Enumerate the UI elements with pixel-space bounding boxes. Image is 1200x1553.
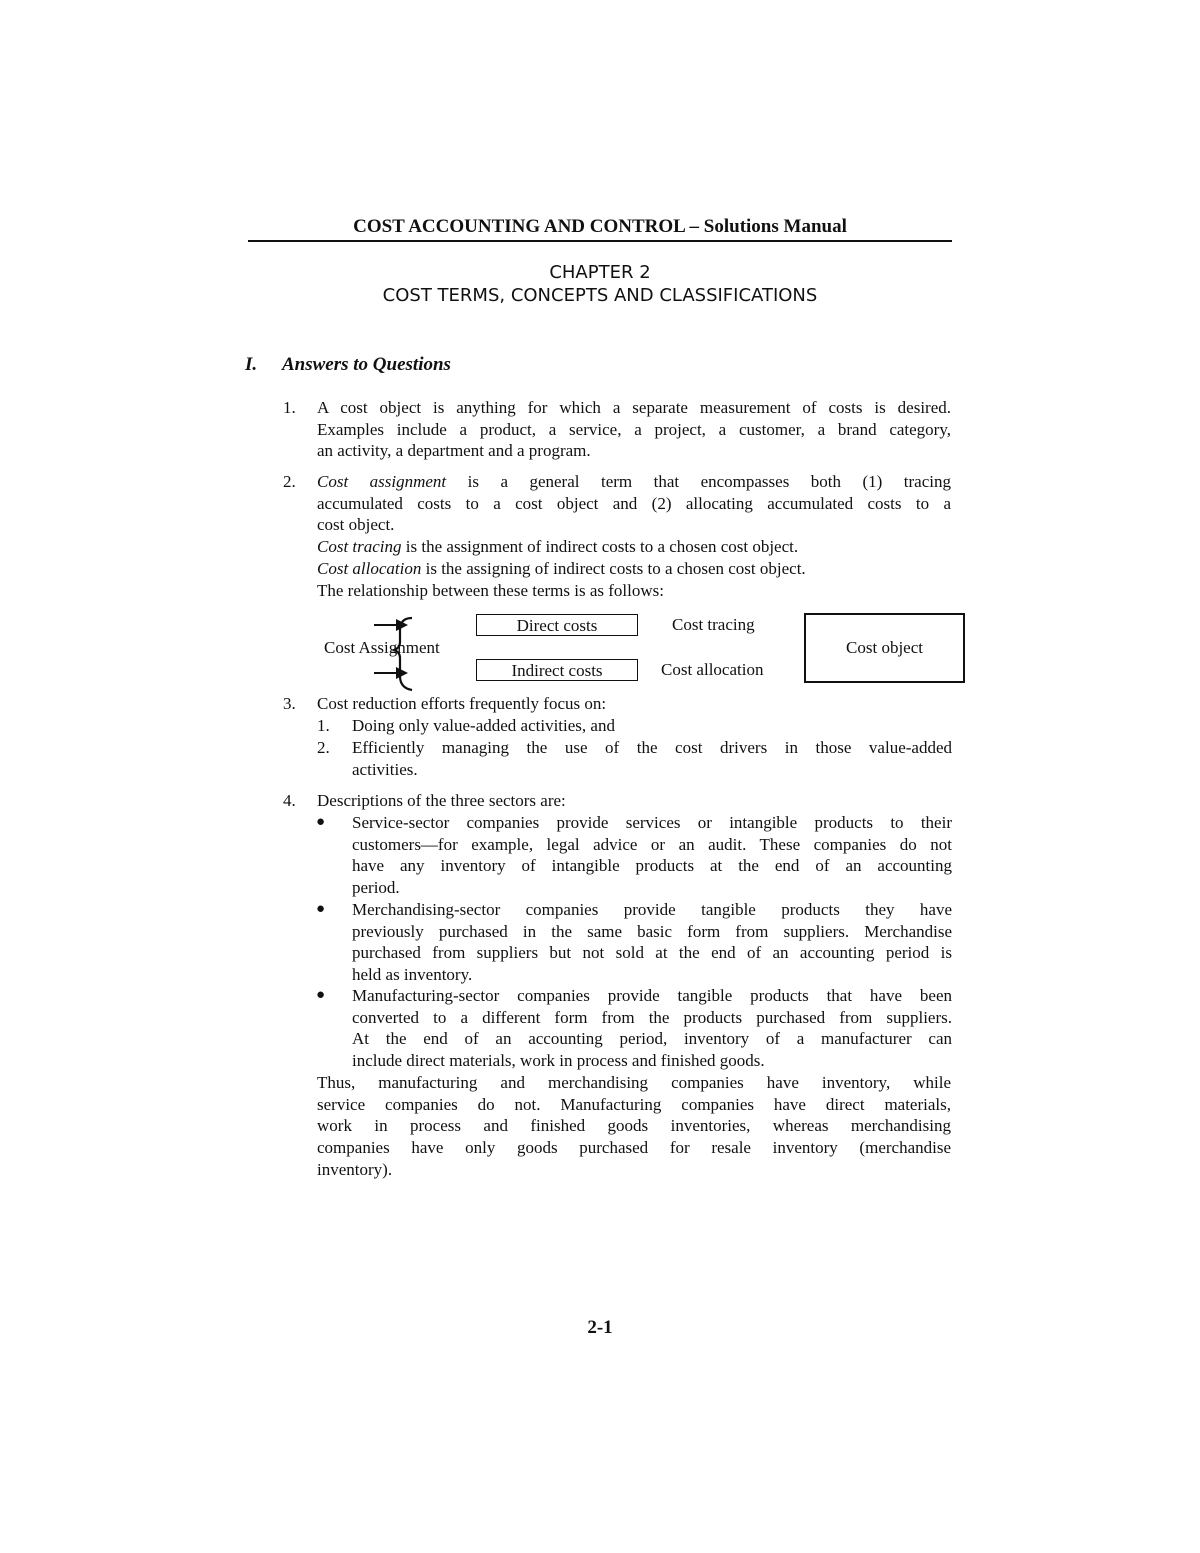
cost-assignment-diagram <box>300 606 970 698</box>
q1-line: A cost object is anything for which a separate measurement of costs is desired. <box>317 398 951 417</box>
bullet-line: have any inventory of intangible products at the end of an accounting <box>352 856 952 876</box>
section-number: I. <box>245 354 258 375</box>
sector-bullet-merchandising <box>352 899 952 986</box>
bullet-line: converted to a different form from the products purchased from suppliers. <box>352 1007 952 1027</box>
q2-line-3: cost object. <box>317 515 395 535</box>
bullet-line: purchased from suppliers but not sold at the end of an accounting period is <box>352 943 952 963</box>
q2-number: 2. <box>283 472 296 491</box>
conclusion-line: service companies do not. Manufacturing companies have direct materials, <box>317 1094 951 1114</box>
q4-number: 4. <box>283 791 296 810</box>
bullet-icon: ● <box>316 987 326 1003</box>
sector-bullet-manufacturing <box>352 985 952 1072</box>
q3-number: 3. <box>283 694 296 713</box>
q3-item-line: Efficiently managing the use of the cost drivers in those value-added <box>352 738 952 757</box>
q3-item-line: activities. <box>352 759 418 779</box>
arrow-bottom-head-icon <box>396 667 408 679</box>
cost-assignment-label: Cost Assignment <box>324 638 440 657</box>
q3-item <box>352 715 952 737</box>
bullet-line: Manufacturing-sector companies provide tangible products that have been <box>352 986 952 1005</box>
q2-line-1 <box>317 471 951 493</box>
bullet-line: held as inventory. <box>352 965 473 985</box>
cost-object-box: Cost object <box>804 613 965 683</box>
q4-conclusion <box>317 1072 951 1181</box>
q1-answer <box>317 397 951 462</box>
q1-line: Examples include a product, a service, a project, a customer, a brand category, <box>317 419 951 439</box>
q2-line-4-rest: is the assignment of indirect costs to a chosen cost object. <box>401 537 799 557</box>
q2-line-5 <box>317 558 951 580</box>
term-cost-tracing: Cost tracing <box>317 537 402 557</box>
q3-item-line: Doing only value-added activities, and <box>352 716 615 735</box>
q2-answer <box>317 471 951 601</box>
header-rule <box>248 240 952 242</box>
q3-item-number: 1. <box>317 716 330 735</box>
bullet-line: period. <box>352 878 400 898</box>
conclusion-line: Thus, manufacturing and merchandising companies have inventory, while <box>317 1073 951 1092</box>
bullet-line: At the end of an accounting period, inventory of a manufacturer can <box>352 1029 952 1049</box>
q2-line-1-rest: is a general term that encompasses both (1) tracing <box>446 472 951 491</box>
q3-intro: Cost reduction efforts frequently focus on: <box>317 694 607 713</box>
cost-allocation-label: Cost allocation <box>661 660 764 679</box>
q2-line-6: The relationship between these terms is as follows: <box>317 580 664 600</box>
sector-bullet-service <box>352 812 952 899</box>
indirect-costs-box: Indirect costs <box>476 659 638 681</box>
cost-tracing-label: Cost tracing <box>672 615 755 634</box>
running-header: COST ACCOUNTING AND CONTROL – Solutions Manual <box>353 216 847 237</box>
bullet-line: include direct materials, work in process and finished goods. <box>352 1051 765 1071</box>
direct-costs-box: Direct costs <box>476 614 638 636</box>
bullet-line: customers—for example, legal advice or an audit. These companies do not <box>352 834 952 854</box>
bullet-line: Merchandising-sector companies provide tangible products they have <box>352 900 952 919</box>
q2-line-4 <box>317 536 951 558</box>
q1-line: an activity, a department and a program. <box>317 441 591 461</box>
q2-line-5-rest: is the assigning of indirect costs to a chosen cost object. <box>421 558 806 578</box>
chapter-title: COST TERMS, CONCEPTS AND CLASSIFICATIONS <box>382 285 818 306</box>
q3-item <box>352 737 952 780</box>
bullet-line: Service-sector companies provide services or intangible products to their <box>352 813 952 832</box>
bullet-icon: ● <box>316 901 326 917</box>
q1-number: 1. <box>283 398 296 417</box>
term-cost-allocation: Cost allocation <box>317 558 422 578</box>
q4-intro: Descriptions of the three sectors are: <box>317 791 566 810</box>
q3-item-number: 2. <box>317 738 330 757</box>
bullet-line: previously purchased in the same basic form from suppliers. Merchandise <box>352 921 952 941</box>
page-number: 2-1 <box>587 1317 613 1338</box>
conclusion-line: inventory). <box>317 1159 393 1179</box>
conclusion-line: companies have only goods purchased for resale inventory (merchandise <box>317 1138 951 1158</box>
chapter-number: CHAPTER 2 <box>549 262 651 283</box>
section-heading <box>245 353 451 377</box>
term-cost-assignment: Cost assignment <box>317 472 447 491</box>
bullet-icon: ● <box>316 814 326 830</box>
section-title: Answers to Questions <box>282 354 451 375</box>
q2-line-2: accumulated costs to a cost object and (2) allocating accumulated costs to a <box>317 493 951 513</box>
conclusion-line: work in process and finished goods inventories, whereas merchandising <box>317 1116 951 1136</box>
